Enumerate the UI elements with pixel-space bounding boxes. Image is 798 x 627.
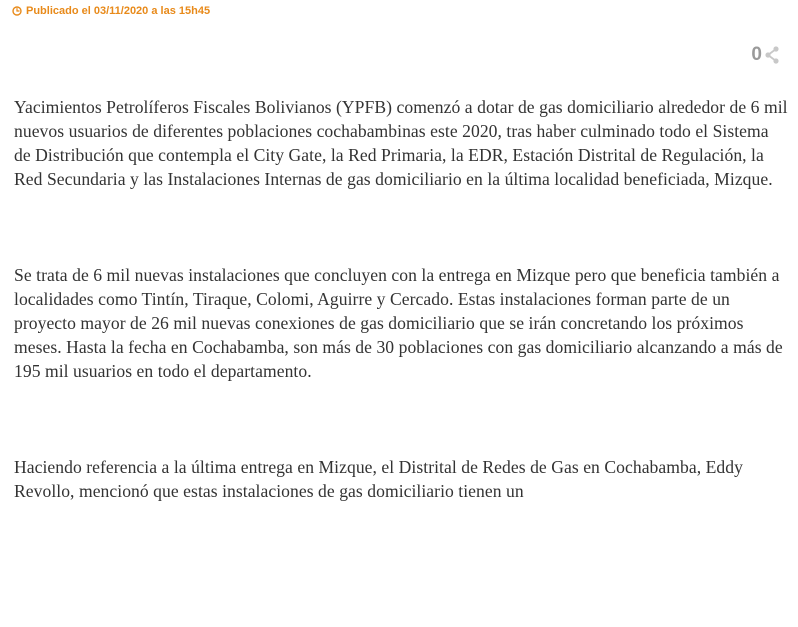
- article-paragraph: Haciendo referencia a la última entrega en Mizque, el Distrital de Redes de Gas en Cochabamba, Eddy Revollo, mencionó que estas instalaciones de gas domiciliario tienen un: [14, 457, 743, 501]
- clock-icon: [12, 6, 22, 16]
- share-icon[interactable]: [764, 45, 780, 65]
- published-date: Publicado el 03/11/2020 a las 15h45: [26, 5, 211, 17]
- share-count: 0: [751, 44, 762, 65]
- share-button[interactable]: [751, 44, 780, 66]
- article-paragraph: Se trata de 6 mil nuevas instalaciones que concluyen con la entrega en Mizque pero que beneficia también a localidades como Tintín, Tiraque, Colomi, Aguirre y Cercado. Estas instalaciones forman parte de un proyecto mayor de 26 mil nuevas conexiones de gas domiciliario que se irán concretando los próximos meses. Hasta la fecha en Cochabamba, son más de 30 poblaciones con gas domiciliario alcanzando a más de 195 mil usuarios en todo el departamento.: [14, 265, 783, 381]
- publication-meta: [12, 3, 210, 19]
- article-body: [14, 95, 788, 575]
- article-paragraph: Yacimientos Petrolíferos Fiscales Bolivianos (YPFB) comenzó a dotar de gas domiciliario alrededor de 6 mil nuevos usuarios de diferentes poblaciones cochabambinas este 2020, tras haber culminado todo el Sistema de Distribución que contempla el City Gate, la Red Primaria, la EDR, Estación Distrital de Regulación, la Red Secundaria y las Instalaciones Internas de gas domiciliario en la última localidad beneficiada, Mizque.: [14, 97, 788, 189]
